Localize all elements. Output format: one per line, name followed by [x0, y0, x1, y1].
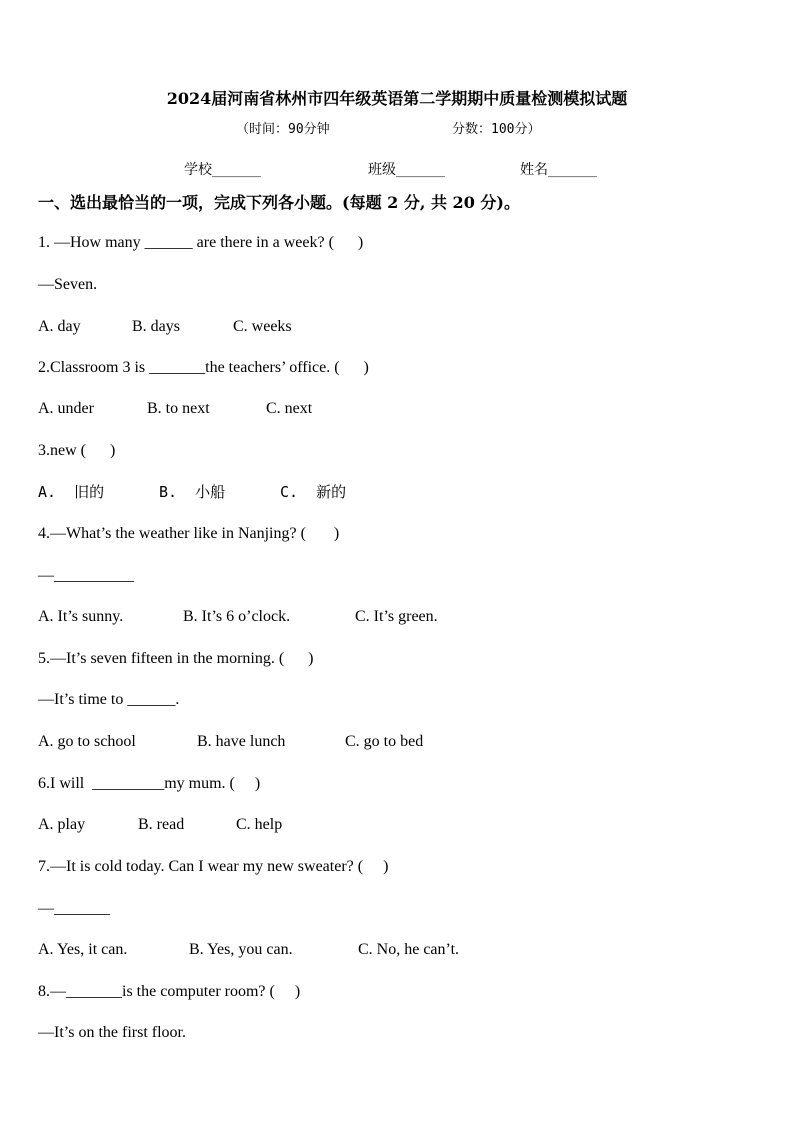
question-7-option-c: C. No, he can’t.: [358, 941, 460, 958]
question-3-option-a: A. 旧的: [38, 483, 105, 501]
question-4-answer-line: —__________: [38, 567, 134, 584]
question-1-answer-line: —Seven.: [38, 276, 98, 293]
question-8-stem: 8.—_______is the computer room? ( ): [38, 983, 301, 1000]
question-6-option-b: B. read: [138, 816, 185, 833]
question-2-option-c: C. next: [266, 400, 313, 417]
class-field: 班级_______: [368, 162, 445, 178]
question-8-answer-line: —It’s on the first floor.: [38, 1024, 186, 1041]
question-6-option-a: A. play: [38, 816, 86, 833]
question-7-option-a: A. Yes, it can.: [38, 941, 128, 958]
question-1-option-c: C. weeks: [233, 318, 292, 335]
section-heading: 一、选出最恰当的一项，完成下列各小题。(每题 2 分, 共 20 分)。: [38, 193, 520, 212]
question-6-stem: 6.I will _________my mum. ( ): [38, 775, 261, 792]
question-4-option-a: A. It’s sunny.: [38, 608, 124, 625]
question-5-option-b: B. have lunch: [197, 733, 286, 750]
school-field: 学校_______: [184, 162, 261, 178]
question-3-option-c: C. 新的: [280, 483, 347, 501]
question-3-stem: 3.new ( ): [38, 442, 116, 459]
question-2-option-b: B. to next: [147, 400, 210, 417]
page-title: 2024届河南省林州市四年级英语第二学期期中质量检测模拟试题: [166, 89, 628, 108]
question-5-option-a: A. go to school: [38, 733, 136, 750]
question-1-option-a: A. day: [38, 318, 81, 335]
question-3-option-b: B. 小船: [159, 483, 226, 501]
question-5-stem: 5.—It’s seven fifteen in the morning. ( ): [38, 650, 314, 667]
question-7-stem: 7.—It is cold today. Can I wear my new sweater? ( ): [38, 858, 389, 875]
question-4-option-b: B. It’s 6 o’clock.: [183, 608, 291, 625]
question-4-option-c: C. It’s green.: [355, 608, 438, 625]
question-7-option-b: B. Yes, you can.: [189, 941, 293, 958]
question-2-option-a: A. under: [38, 400, 94, 417]
question-4-stem: 4.—What’s the weather like in Nanjing? ( ): [38, 525, 340, 542]
question-5-option-c: C. go to bed: [345, 733, 424, 750]
question-1-stem: 1. —How many ______ are there in a week? ( ): [38, 234, 364, 251]
exam-score: 分数：100分）: [452, 122, 541, 137]
question-6-option-c: C. help: [236, 816, 283, 833]
question-7-answer-line: —_______: [38, 900, 110, 917]
question-1-option-b: B. days: [132, 318, 180, 335]
exam-time: （时间：90分钟: [236, 122, 330, 137]
name-field: 姓名_______: [520, 162, 597, 178]
question-2-stem: 2.Classroom 3 is _______the teachers’ office. ( ): [38, 359, 369, 376]
question-5-answer-line: —It’s time to ______.: [38, 691, 180, 708]
